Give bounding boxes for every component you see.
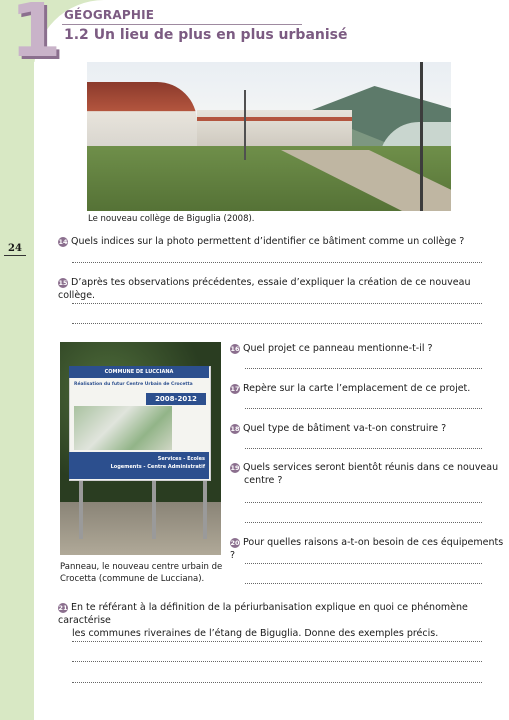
sign-subtitle: Réalisation du futur Centre Urbain de Crocetta xyxy=(74,382,193,387)
question-16 xyxy=(230,342,490,355)
sign-years: 2008-2012 xyxy=(146,393,206,405)
question-21 xyxy=(58,601,503,640)
question-14 xyxy=(58,235,498,248)
lesson-title-text: Un lieu de plus en plus urbanisé xyxy=(93,27,348,43)
sign-photo-caption: Panneau, le nouveau centre urbain de Crocetta (commune de Lucciana). xyxy=(60,562,223,584)
answer-line[interactable] xyxy=(72,682,482,683)
question-text: Quel type de bâtiment va-t-on construire ? xyxy=(243,423,447,434)
header-divider xyxy=(62,24,302,25)
sign-commune: COMMUNE DE LUCCIANA xyxy=(69,366,209,378)
answer-line[interactable] xyxy=(72,262,482,263)
answer-line[interactable] xyxy=(245,502,482,503)
question-text: Quel projet ce panneau mentionne-t-il ? xyxy=(243,343,433,354)
lesson-number: 1.2 xyxy=(64,27,89,43)
question-20 xyxy=(230,536,505,562)
question-text: Pour quelles raisons a-t-on besoin de ces équipements ? xyxy=(230,537,504,561)
question-number: 17 xyxy=(230,384,240,393)
college-photo-caption: Le nouveau collège de Biguglia (2008). xyxy=(88,214,255,224)
answer-line[interactable] xyxy=(72,323,482,324)
question-number: 19 xyxy=(230,463,240,472)
question-text-cont: les communes riveraines de l’étang de Biguglia. Donne des exemples précis. xyxy=(72,628,439,639)
question-19 xyxy=(230,461,500,487)
side-band xyxy=(0,0,34,720)
chapter-number: 1 xyxy=(10,0,62,74)
question-text: En te référant à la définition de la périurbanisation explique en quoi ce phénomène caractérise xyxy=(58,602,468,626)
answer-line[interactable] xyxy=(245,368,482,369)
question-15 xyxy=(58,276,498,302)
sign-footer xyxy=(69,452,209,479)
question-text: D’après tes observations précédentes, essaie d’expliquer la création de ce nouveau collège. xyxy=(58,277,471,301)
question-number: 14 xyxy=(58,237,68,246)
answer-line[interactable] xyxy=(245,563,482,564)
college-photo xyxy=(87,62,451,211)
section-label: GÉOGRAPHIE xyxy=(64,8,155,22)
sign-footer-line1: Services - Ecoles xyxy=(157,456,205,462)
question-text-cont: centre ? xyxy=(244,475,283,486)
sign-photo xyxy=(60,342,221,555)
question-number: 16 xyxy=(230,344,240,353)
question-text: Repère sur la carte l’emplacement de ce projet. xyxy=(243,383,471,394)
answer-line[interactable] xyxy=(245,583,482,584)
answer-line[interactable] xyxy=(72,303,482,304)
question-text: Quels services seront bientôt réunis dans ce nouveau xyxy=(243,462,499,473)
question-18 xyxy=(230,422,490,435)
question-17 xyxy=(230,382,490,395)
answer-line[interactable] xyxy=(72,661,482,662)
answer-line[interactable] xyxy=(245,522,482,523)
question-text: Quels indices sur la photo permettent d’identifier ce bâtiment comme un collège ? xyxy=(71,236,465,247)
answer-line[interactable] xyxy=(245,408,482,409)
question-number: 21 xyxy=(58,603,68,612)
question-number: 18 xyxy=(230,424,240,433)
page-number: 24 xyxy=(4,243,26,256)
lesson-title xyxy=(64,27,347,43)
sign-footer-line2: Logements - Centre Administratif xyxy=(110,464,205,470)
question-number: 20 xyxy=(230,538,240,547)
answer-line[interactable] xyxy=(72,641,482,642)
answer-line[interactable] xyxy=(245,448,482,449)
question-number: 15 xyxy=(58,278,68,287)
